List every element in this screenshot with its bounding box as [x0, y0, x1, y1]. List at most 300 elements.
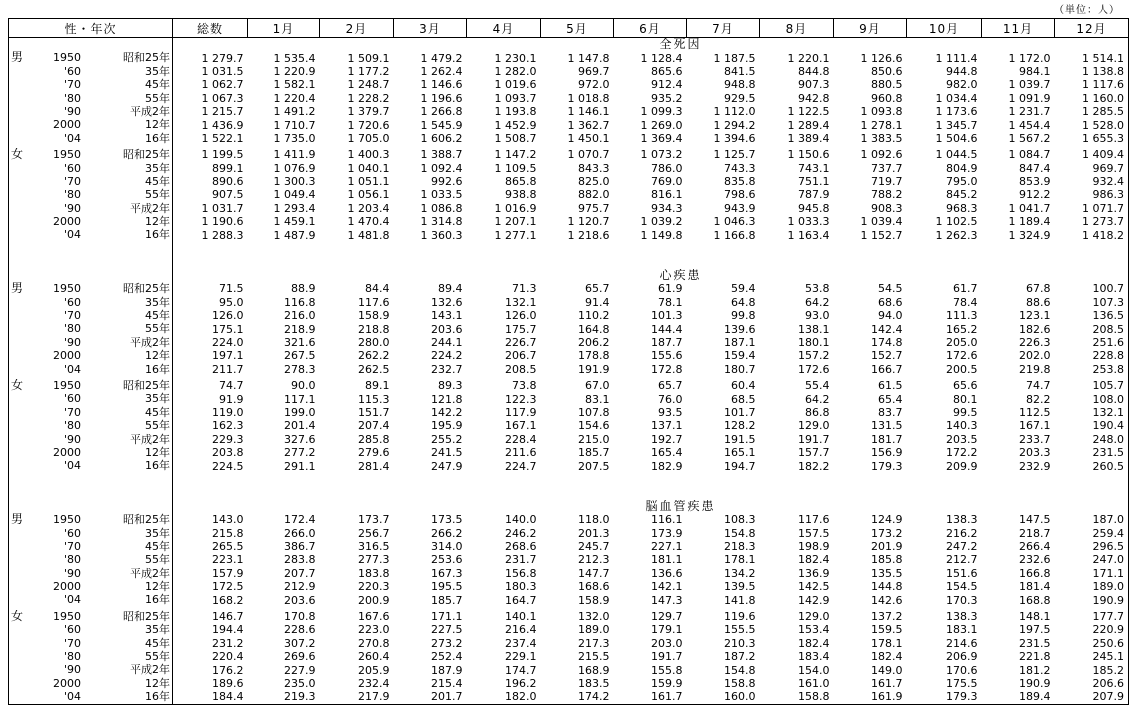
value-cell: 1 092.6	[860, 148, 903, 162]
table-row	[9, 459, 1129, 472]
value-cell: 149.0	[871, 663, 903, 677]
value-cell: 111.3	[946, 309, 978, 323]
value-cell: 278.3	[284, 362, 316, 376]
section-title: 脳血管疾患	[173, 500, 1129, 513]
era-label: 昭和25年	[123, 148, 170, 162]
row-label	[9, 677, 173, 690]
value-cell: 769.0	[651, 175, 683, 189]
row-label	[9, 215, 173, 228]
value-cell: 1 076.9	[273, 161, 316, 175]
value-cell: 1 146.6	[420, 78, 463, 92]
value-cell: 262.2	[358, 349, 390, 363]
year-label: '80	[63, 650, 81, 664]
value-cell: 265.5	[212, 540, 244, 554]
era-label: 55年	[145, 188, 170, 202]
value-cell: 1 218.6	[567, 228, 610, 242]
value-cell: 166.8	[1019, 566, 1051, 580]
value-cell: 135.5	[871, 566, 903, 580]
value-cell: 945.8	[798, 201, 830, 215]
col-header: 2月	[320, 19, 394, 38]
value-cell: 231.5	[1019, 636, 1051, 650]
section-title: 心疾患	[173, 269, 1129, 282]
era-label: 35年	[145, 295, 170, 309]
row-label	[9, 513, 173, 526]
value-cell: 74.7	[1026, 379, 1051, 393]
value-cell: 232.6	[1019, 553, 1051, 567]
row-label	[9, 51, 173, 64]
value-cell: 1 567.2	[1008, 131, 1051, 145]
value-cell: 1 231.7	[1008, 105, 1051, 119]
value-cell: 220.9	[1055, 623, 1129, 636]
era-label: 45年	[145, 636, 170, 650]
value-cell: 1 031.5	[201, 64, 244, 78]
value-cell: 174.7	[505, 663, 537, 677]
value-cell: 1 720.6	[347, 118, 390, 132]
value-cell: 189.6	[212, 676, 244, 690]
value-cell: 1 582.1	[273, 78, 316, 92]
value-cell: 1 033.3	[787, 215, 830, 229]
value-cell: 314.0	[431, 540, 463, 554]
value-cell: 137.1	[651, 419, 683, 433]
value-cell: 71.5	[219, 282, 244, 296]
value-cell: 1 146.1	[567, 105, 610, 119]
blank-cell	[687, 473, 760, 500]
col-header: 7月	[687, 19, 760, 38]
value-cell: 1 470.4	[347, 215, 390, 229]
row-label	[9, 392, 173, 405]
value-cell: 93.0	[805, 309, 830, 323]
value-cell: 850.6	[871, 64, 903, 78]
value-cell: 1 120.7	[567, 215, 610, 229]
era-label: 16年	[145, 362, 170, 376]
value-cell: 162.3	[212, 419, 244, 433]
value-cell: 218.9	[284, 322, 316, 336]
value-cell: 182.4	[798, 636, 830, 650]
value-cell: 273.2	[431, 636, 463, 650]
value-cell: 181.7	[871, 432, 903, 446]
year-label: '90	[63, 104, 81, 118]
value-cell: 182.2	[798, 459, 830, 473]
value-cell: 1 126.6	[860, 51, 903, 65]
value-cell: 253.6	[431, 553, 463, 567]
section-title-row	[9, 269, 1129, 282]
row-label	[9, 580, 173, 593]
value-cell: 224.7	[505, 459, 537, 473]
value-cell: 1 545.9	[420, 118, 463, 132]
value-cell: 212.9	[284, 580, 316, 594]
value-cell: 129.0	[798, 610, 830, 624]
value-cell: 88.6	[1026, 295, 1051, 309]
table-row	[9, 215, 1129, 228]
value-cell: 78.4	[953, 295, 978, 309]
value-cell: 200.9	[358, 593, 390, 607]
value-cell: 80.1	[953, 392, 978, 406]
era-label: 平成2年	[130, 335, 170, 349]
value-cell: 1 388.7	[420, 148, 463, 162]
value-cell: 1 228.2	[347, 91, 390, 105]
value-cell: 1 166.8	[713, 228, 756, 242]
value-cell: 1 177.2	[347, 64, 390, 78]
value-cell: 105.7	[1055, 379, 1129, 392]
value-cell: 206.6	[1055, 677, 1129, 690]
value-cell: 944.8	[946, 64, 978, 78]
row-label	[9, 527, 173, 540]
value-cell: 82.2	[1026, 392, 1051, 406]
value-cell: 138.3	[946, 610, 978, 624]
value-cell: 1 345.7	[935, 118, 978, 132]
table-row	[9, 322, 1129, 335]
value-cell: 122.3	[505, 392, 537, 406]
value-cell: 132.1	[1055, 406, 1129, 419]
year-label: 2000	[53, 580, 81, 594]
value-cell: 116.1	[651, 513, 683, 527]
value-cell: 164.8	[578, 322, 610, 336]
value-cell: 191.7	[798, 432, 830, 446]
value-cell: 126.0	[505, 309, 537, 323]
value-cell: 134.2	[724, 566, 756, 580]
value-cell: 1 215.7	[201, 105, 244, 119]
row-label	[9, 567, 173, 580]
value-cell: 226.7	[505, 336, 537, 349]
value-cell: 743.1	[798, 161, 830, 175]
year-label: '80	[63, 188, 81, 202]
value-cell: 194.7	[724, 459, 756, 473]
year-label: '70	[63, 405, 81, 419]
table-row	[9, 433, 1129, 446]
value-cell: 207.9	[1055, 690, 1129, 704]
row-label	[9, 650, 173, 663]
header-row	[9, 19, 1129, 38]
value-cell: 189.0	[1055, 580, 1129, 593]
value-cell: 178.1	[871, 636, 903, 650]
value-cell: 65.7	[585, 282, 610, 296]
value-cell: 91.9	[219, 392, 244, 406]
value-cell: 943.9	[724, 201, 756, 215]
value-cell: 160.0	[687, 690, 760, 704]
value-cell: 283.8	[284, 553, 316, 567]
value-cell: 1 031.7	[201, 201, 244, 215]
value-cell: 1 125.7	[713, 148, 756, 162]
value-cell: 1 487.9	[273, 228, 316, 242]
era-label: 45年	[145, 539, 170, 553]
value-cell: 214.6	[946, 636, 978, 650]
value-cell: 1 411.9	[273, 148, 316, 162]
blank-cell	[467, 473, 541, 500]
value-cell: 218.7	[1019, 526, 1051, 540]
value-cell: 1 073.2	[640, 148, 683, 162]
value-cell: 95.0	[219, 295, 244, 309]
value-cell: 942.8	[798, 91, 830, 105]
era-label: 平成2年	[130, 566, 170, 580]
era-label: 16年	[145, 459, 170, 473]
value-cell: 737.7	[871, 161, 903, 175]
value-cell: 935.2	[651, 91, 683, 105]
value-cell: 165.1	[724, 446, 756, 460]
year-label: '80	[63, 91, 81, 105]
value-cell: 155.8	[651, 663, 683, 677]
value-cell: 217.3	[578, 636, 610, 650]
section-title-row	[9, 500, 1129, 513]
blank-cell	[394, 242, 467, 269]
value-cell: 786.0	[651, 161, 683, 175]
unit-note: （単位：人）	[1054, 5, 1120, 16]
value-cell: 174.8	[871, 336, 903, 349]
year-label: 2000	[53, 118, 81, 132]
year-label: 1950	[53, 513, 81, 527]
value-cell: 1 049.4	[273, 188, 316, 202]
value-cell: 171.1	[431, 610, 463, 624]
row-label	[9, 349, 173, 362]
row-label	[9, 637, 173, 650]
value-cell: 205.0	[946, 336, 978, 349]
value-cell: 158.9	[358, 309, 390, 323]
value-cell: 179.3	[871, 459, 903, 473]
value-cell: 908.3	[871, 201, 903, 215]
value-cell: 250.6	[1055, 637, 1129, 650]
blank-cell	[320, 242, 394, 269]
era-label: 昭和25年	[123, 378, 170, 392]
value-cell: 1 099.3	[640, 105, 683, 119]
value-cell: 64.2	[805, 295, 830, 309]
value-cell: 137.2	[871, 610, 903, 624]
value-cell: 266.2	[431, 526, 463, 540]
blank-cell	[834, 473, 907, 500]
value-cell: 190.4	[1055, 419, 1129, 432]
value-cell: 140.3	[946, 419, 978, 433]
value-cell: 218.8	[358, 322, 390, 336]
value-cell: 217.9	[320, 690, 394, 704]
row-label	[9, 188, 173, 201]
value-cell: 1 189.4	[1008, 215, 1051, 229]
value-cell: 1 362.7	[567, 118, 610, 132]
value-cell: 1 277.1	[494, 228, 537, 242]
sex-label: 女	[11, 148, 24, 162]
value-cell: 1 044.5	[935, 148, 978, 162]
value-cell: 865.8	[505, 175, 537, 189]
value-cell: 228.8	[1055, 349, 1129, 362]
value-cell: 279.6	[358, 446, 390, 460]
value-cell: 179.3	[907, 690, 982, 704]
era-label: 12年	[145, 349, 170, 363]
value-cell: 1 379.7	[347, 105, 390, 119]
row-label	[9, 132, 173, 145]
value-cell: 212.7	[946, 553, 978, 567]
value-cell: 89.3	[438, 379, 463, 393]
value-cell: 170.8	[284, 610, 316, 624]
year-label: 2000	[53, 349, 81, 363]
year-label: '70	[63, 636, 81, 650]
value-cell: 151.6	[946, 566, 978, 580]
value-cell: 1 138.8	[1055, 65, 1129, 78]
era-label: 16年	[145, 690, 170, 704]
value-cell: 1 491.2	[273, 105, 316, 119]
value-cell: 1 046.3	[713, 215, 756, 229]
row-label	[9, 363, 173, 376]
value-cell: 1 111.4	[935, 51, 978, 65]
table-row	[9, 105, 1129, 118]
value-cell: 157.5	[798, 526, 830, 540]
value-cell: 154.8	[724, 526, 756, 540]
value-cell: 268.6	[505, 540, 537, 554]
value-cell: 224.0	[212, 336, 244, 349]
value-cell: 128.2	[724, 419, 756, 433]
value-cell: 194.4	[212, 623, 244, 637]
year-label: '90	[63, 663, 81, 677]
year-label: '04	[63, 690, 81, 704]
value-cell: 108.0	[1055, 392, 1129, 405]
value-cell: 211.6	[505, 446, 537, 460]
value-cell: 1 207.1	[494, 215, 537, 229]
col-header: 4月	[467, 19, 541, 38]
value-cell: 245.1	[1055, 650, 1129, 663]
value-cell: 972.0	[578, 78, 610, 92]
value-cell: 1 187.5	[713, 51, 756, 65]
value-cell: 1 655.3	[1055, 132, 1129, 145]
value-cell: 167.3	[431, 566, 463, 580]
value-cell: 101.3	[651, 309, 683, 323]
row-label	[9, 610, 173, 623]
value-cell: 267.5	[284, 349, 316, 363]
era-label: 12年	[145, 215, 170, 229]
value-cell: 172.4	[284, 513, 316, 527]
value-cell: 1 190.6	[201, 215, 244, 229]
year-label: '04	[63, 131, 81, 145]
value-cell: 165.4	[651, 446, 683, 460]
value-cell: 164.7	[505, 593, 537, 607]
value-cell: 219.8	[1019, 362, 1051, 376]
value-cell: 975.7	[578, 201, 610, 215]
table-row	[9, 228, 1129, 241]
value-cell: 227.9	[284, 663, 316, 677]
value-cell: 53.8	[805, 282, 830, 296]
value-cell: 141.8	[724, 593, 756, 607]
value-cell: 260.4	[358, 650, 390, 664]
value-cell: 187.7	[651, 336, 683, 349]
value-cell: 201.3	[578, 526, 610, 540]
value-cell: 1 314.8	[420, 215, 463, 229]
table-row	[9, 650, 1129, 663]
value-cell: 223.1	[212, 553, 244, 567]
value-cell: 167.6	[358, 610, 390, 624]
era-label: 平成2年	[130, 432, 170, 446]
table-row	[9, 392, 1129, 405]
value-cell: 1 230.1	[494, 51, 537, 65]
blank-cell	[248, 473, 320, 500]
value-cell: 159.5	[871, 623, 903, 637]
value-cell: 65.7	[658, 379, 683, 393]
value-cell: 167.1	[505, 419, 537, 433]
value-cell: 119.6	[724, 610, 756, 624]
value-cell: 1 508.7	[494, 131, 537, 145]
table-row	[9, 379, 1129, 392]
value-cell: 246.2	[505, 526, 537, 540]
row-label	[9, 228, 173, 241]
col-header: 1月	[248, 19, 320, 38]
section-title-row	[9, 38, 1129, 52]
value-cell: 157.9	[212, 566, 244, 580]
row-label	[9, 540, 173, 553]
value-cell: 99.8	[731, 309, 756, 323]
value-cell: 132.6	[431, 295, 463, 309]
value-cell: 172.8	[651, 362, 683, 376]
value-cell: 1 193.8	[494, 105, 537, 119]
value-cell: 270.8	[358, 636, 390, 650]
value-cell: 253.8	[1055, 363, 1129, 376]
value-cell: 1 122.5	[787, 105, 830, 119]
row-label	[9, 663, 173, 676]
value-cell: 1 070.7	[567, 148, 610, 162]
value-cell: 1 092.4	[420, 161, 463, 175]
value-cell: 1 266.8	[420, 105, 463, 119]
value-cell: 1 056.1	[347, 188, 390, 202]
value-cell: 155.5	[724, 623, 756, 637]
value-cell: 1 383.5	[860, 131, 903, 145]
value-cell: 142.6	[871, 593, 903, 607]
value-cell: 1 018.8	[567, 91, 610, 105]
value-cell: 202.0	[1019, 349, 1051, 363]
value-cell: 203.6	[431, 322, 463, 336]
value-cell: 209.9	[946, 459, 978, 473]
value-cell: 78.1	[658, 295, 683, 309]
value-cell: 1 016.9	[494, 201, 537, 215]
value-cell: 161.0	[798, 676, 830, 690]
value-cell: 157.7	[798, 446, 830, 460]
value-cell: 61.7	[953, 282, 978, 296]
value-cell: 86.8	[805, 405, 830, 419]
table-row	[9, 637, 1129, 650]
value-cell: 1 220.1	[787, 51, 830, 65]
value-cell: 179.1	[651, 623, 683, 637]
value-cell: 1 409.4	[1055, 148, 1129, 161]
year-label: 1950	[53, 282, 81, 296]
table-row	[9, 406, 1129, 419]
value-cell: 161.7	[614, 690, 687, 704]
value-cell: 76.0	[658, 392, 683, 406]
value-cell: 248.0	[1055, 433, 1129, 446]
label-cell	[9, 473, 173, 500]
value-cell: 216.4	[505, 623, 537, 637]
value-cell: 143.0	[212, 513, 244, 527]
value-cell: 142.4	[871, 322, 903, 336]
value-cell: 147.3	[651, 593, 683, 607]
era-label: 35年	[145, 64, 170, 78]
value-cell: 176.2	[212, 663, 244, 677]
value-cell: 1 262.4	[420, 64, 463, 78]
blank-cell	[467, 242, 541, 269]
value-cell: 1 273.7	[1055, 215, 1129, 228]
table-row	[9, 51, 1129, 64]
row-label	[9, 92, 173, 105]
value-cell: 161.9	[834, 690, 907, 704]
value-cell: 969.7	[578, 64, 610, 78]
blank-cell	[982, 242, 1055, 269]
table-row	[9, 65, 1129, 78]
table-row	[9, 593, 1129, 606]
value-cell: 183.4	[798, 650, 830, 664]
value-cell: 1 150.6	[787, 148, 830, 162]
value-cell: 189.4	[982, 690, 1055, 704]
blank-cell	[760, 242, 834, 269]
value-cell: 192.7	[651, 432, 683, 446]
year-label: 2000	[53, 676, 81, 690]
value-cell: 795.0	[946, 175, 978, 189]
value-cell: 61.9	[658, 282, 683, 296]
era-label: 55年	[145, 419, 170, 433]
row-label	[9, 553, 173, 566]
value-cell: 1 160.0	[1055, 92, 1129, 105]
value-cell: 1 288.3	[201, 228, 244, 242]
value-cell: 91.4	[585, 295, 610, 309]
